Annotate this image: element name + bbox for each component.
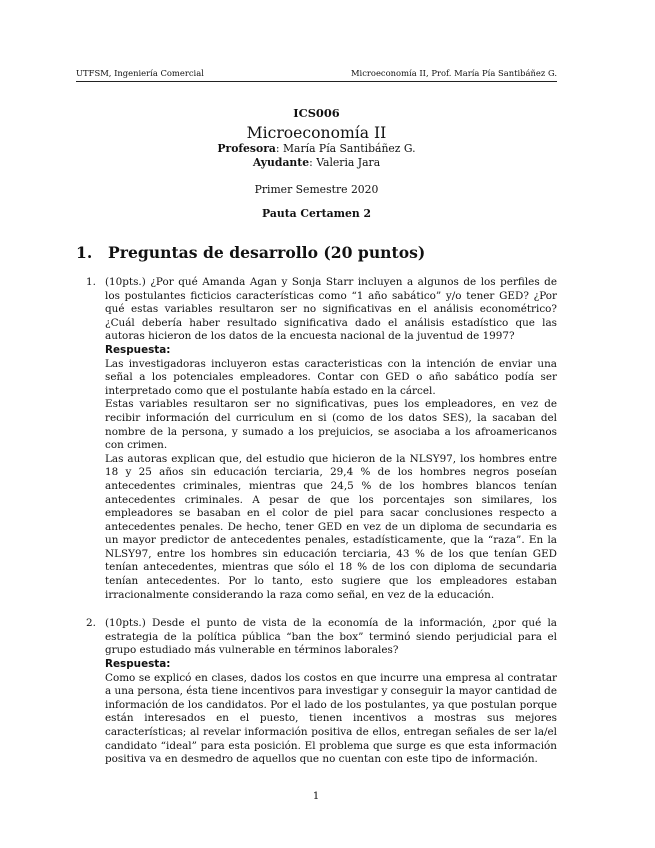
section-number: 1. [76, 243, 93, 262]
answer-paragraph: Estas variables resultaron ser no significativas, pues los empleadores, en vez de recibir información del curriculum en si (como de los datos SES), la sacaban del nombre de la persona, y sumado a los prejuicios, se asociaba a los afroamericanos con crimen. [105, 398, 557, 452]
section-heading [76, 243, 557, 263]
question-item [86, 276, 557, 602]
header-left-text: UTFSM, Ingeniería Comercial [76, 68, 204, 78]
course-name: Microeconomía II [246, 124, 387, 142]
semester: Primer Semestre 2020 [254, 183, 379, 196]
assistant-line [76, 156, 557, 170]
exam-name: Pauta Certamen 2 [262, 207, 371, 220]
answer-label: Respuesta: [105, 658, 171, 671]
course-code: ICS006 [293, 106, 340, 120]
assistant-value: : Valeria Jara [309, 156, 381, 169]
answer-label: Respuesta: [105, 343, 171, 356]
header-rule [76, 81, 557, 82]
section-title: Preguntas de desarrollo (20 puntos) [108, 243, 426, 262]
answer-paragraph: Las investigadoras incluyeron estas caracteristicas con la intención de enviar una señal a los potenciales empleadores. Contar con GED o año sabático podía ser interpretado como que el postulante había estado en la cárcel. [105, 357, 557, 397]
question-text: (10pts.) ¿Por qué Amanda Agan y Sonja Starr incluyen a algunos de los perfiles de los postulantes ficticios características como “1 año sabático” y/o tener GED? ¿Por qué estas variables resultaron ser no significativas en el análisis econométrico? ¿Cuál debería haber resultado significativa dado el análisis estadístico que las autoras hicieron de los datos de la encuesta nacional de la juventud de 1997? [105, 276, 557, 343]
professor-label: Profesora [217, 142, 276, 155]
header-right-text: Microeconomía II, Prof. María Pía Santibáñez G. [350, 68, 557, 78]
question-item [86, 617, 557, 767]
page-number: 1 [312, 790, 320, 802]
question-number: 2. [86, 617, 96, 630]
title-block [76, 106, 557, 221]
question-number: 1. [86, 276, 96, 288]
question-list [86, 276, 557, 782]
assistant-label: Ayudante [252, 156, 310, 169]
answer-paragraph: Las autoras explican que, del estudio que hicieron de la NLSY97, los hombres entre 18 y 25 años sin educación terciaria, 29,4 % de los hombres negros poseían antecedentes criminales, mientras que 24,5 % de los hombres blancos tenían antecedentes criminales. A pesar de que los porcentajes son similares, los empleadores se basaban en el color de piel para sacar conclusiones respecto a antecedentes penales. De hecho, tener GED en vez de un diploma de secundaria es un mayor predictor de antecedentes penales, estadísticamente, que la “raza”. En la NLSY97, entre los hombres sin educación terciaria, 43 % de los que tenían GED tenían antecedentes, mientras que sólo el 18 % de los con diploma de secundaria tenían antecedentes. Por lo tanto, esto sugiere que los empleadores estaban irracionalmente considerando la raza como señal, en vez de la educación. [105, 452, 557, 601]
question-text: (10pts.) Desde el punto de vista de la economía de la información, ¿por qué la estrategia de la política pública “ban the box” terminó siendo perjudicial para el grupo estudiado más vulnerable en términos laborales? [105, 617, 557, 657]
running-header [76, 68, 557, 78]
answer-paragraph: Como se explicó en clases, dados los costos en que incurre una empresa al contratar a una persona, ésta tiene incentivos para investigar y conseguir la mayor cantidad de información de los candidatos. Por el lado de los postulantes, ya que postulan porque están interesados en el puesto, tienen incentivos a mostras sus mejores características; al revelar información positiva de ellos, entregan señales de ser la/el candidato “ideal” para esta posición. El problema que surge es que esta información positiva va en desmedro de aquellos que no cuentan con este tipo de información. [105, 671, 557, 766]
professor-line [76, 142, 557, 156]
professor-value: : María Pía Santibáñez G. [275, 142, 416, 155]
